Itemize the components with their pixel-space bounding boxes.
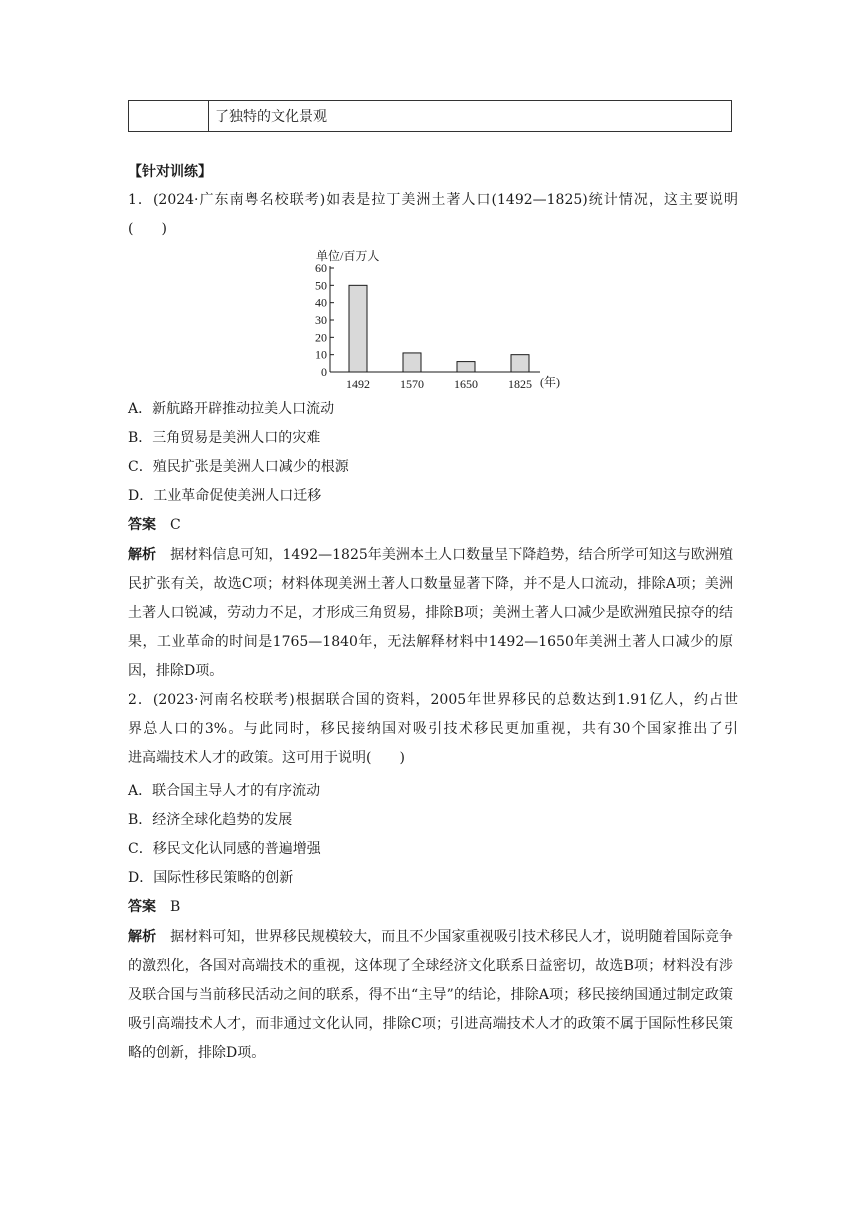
section-title: 【针对训练】 (128, 164, 212, 180)
x-tick-label: 1650 (454, 377, 478, 391)
chart-unit-label: 单位/百万人 (316, 249, 380, 263)
table-fragment (128, 100, 732, 132)
x-tick-label: 1492 (346, 377, 370, 391)
q1-option-a: A．新航路开辟推动拉美人口流动 (128, 401, 335, 417)
q1-option-c: C．殖民扩张是美洲人口减少的根源 (128, 459, 349, 475)
q1-option-b: B．三角贸易是美洲人口的灾难 (128, 430, 321, 446)
q1-analysis (128, 541, 733, 686)
y-tick-label: 60 (315, 261, 327, 275)
q1-analysis-text: 据材料信息可知，1492—1825年美洲本土人口数量呈下降趋势，结合所学可知这与欧洲殖民扩张有关，故选C项；材料体现美洲土著人口数量显著下降，并不是人口流动，排除A项；美洲土著人口锐减，劳动力不足，才形成三角贸易，排除B项；美洲土著人口减少是欧洲殖民掠夺的结果，工业革命的时间是1765—1840年，无法解释材料中1492—1650年美洲土著人口减少的原因，排除D项。 (128, 547, 734, 679)
q1-answer (128, 515, 738, 535)
y-tick-label: 40 (315, 295, 327, 310)
q2-option-d: D．国际性移民策略的创新 (128, 870, 294, 886)
y-tick-label: 50 (315, 278, 327, 293)
q2-answer-value: B (170, 899, 181, 915)
table-empty-cell (129, 101, 209, 131)
y-tick-label: 10 (315, 347, 327, 362)
q2-option-c: C．移民文化认同感的普遍增强 (128, 841, 321, 857)
q2-analysis-label: 解析 (128, 929, 157, 945)
q1-stem-line2: ( ) (128, 221, 167, 237)
q1-option-d: D．工业革命促使美洲人口迁移 (128, 488, 322, 504)
bar-1825 (511, 355, 529, 372)
table-text-cell: 了独特的文化景观 (215, 109, 327, 125)
q2-analysis (128, 923, 733, 1068)
q2-stem-line2: 界总人口的3%。与此同时，移民接纳国对吸引技术移民更加重视，共有30个国家推出了引 (128, 721, 738, 737)
q2-answer-label: 答案 (128, 899, 156, 915)
q2-option-a: A．联合国主导人才的有序流动 (128, 783, 321, 799)
q1-analysis-label: 解析 (128, 547, 157, 563)
q1-answer-label: 答案 (128, 517, 156, 533)
bar-1492 (349, 285, 367, 372)
q2-option-b: B．经济全球化趋势的发展 (128, 812, 293, 828)
y-tick-label: 0 (321, 365, 327, 379)
q1-answer-value: C (170, 517, 181, 533)
x-tick-label: 1570 (400, 377, 424, 391)
x-axis-unit: (年) (540, 375, 560, 389)
q2-answer (128, 897, 738, 917)
y-tick-label: 20 (315, 330, 327, 345)
y-tick-label: 30 (315, 313, 327, 327)
bar-1570 (403, 353, 421, 372)
q2-stem-line1: 2．(2023·河南名校联考)根据联合国的资料，2005年世界移民的总数达到1.91亿人，约占世 (128, 692, 738, 708)
q1-stem-line1: 1．(2024·广东南粤名校联考)如表是拉丁美洲土著人口(1492—1825)统计情况，这主要说明 (128, 192, 738, 208)
bar-1650 (457, 362, 475, 372)
q2-analysis-text: 据材料可知，世界移民规模较大，而且不少国家重视吸引技术移民人才，说明随着国际竞争的激烈化，各国对高端技术的重视，这体现了全球经济文化联系日益密切，故选B项；材料没有涉及联合国与当前移民活动之间的联系，得不出“主导”的结论，排除A项；移民接纳国通过制定政策吸引高端技术人才，而非通过文化认同，排除C项；引进高端技术人才的政策不属于国际性移民策略的创新，排除D项。 (128, 929, 734, 1061)
q2-stem-line3: 进高端技术人才的政策。这可用于说明( ) (128, 750, 405, 766)
x-tick-label: 1825 (508, 377, 532, 391)
population-bar-chart (300, 244, 570, 394)
